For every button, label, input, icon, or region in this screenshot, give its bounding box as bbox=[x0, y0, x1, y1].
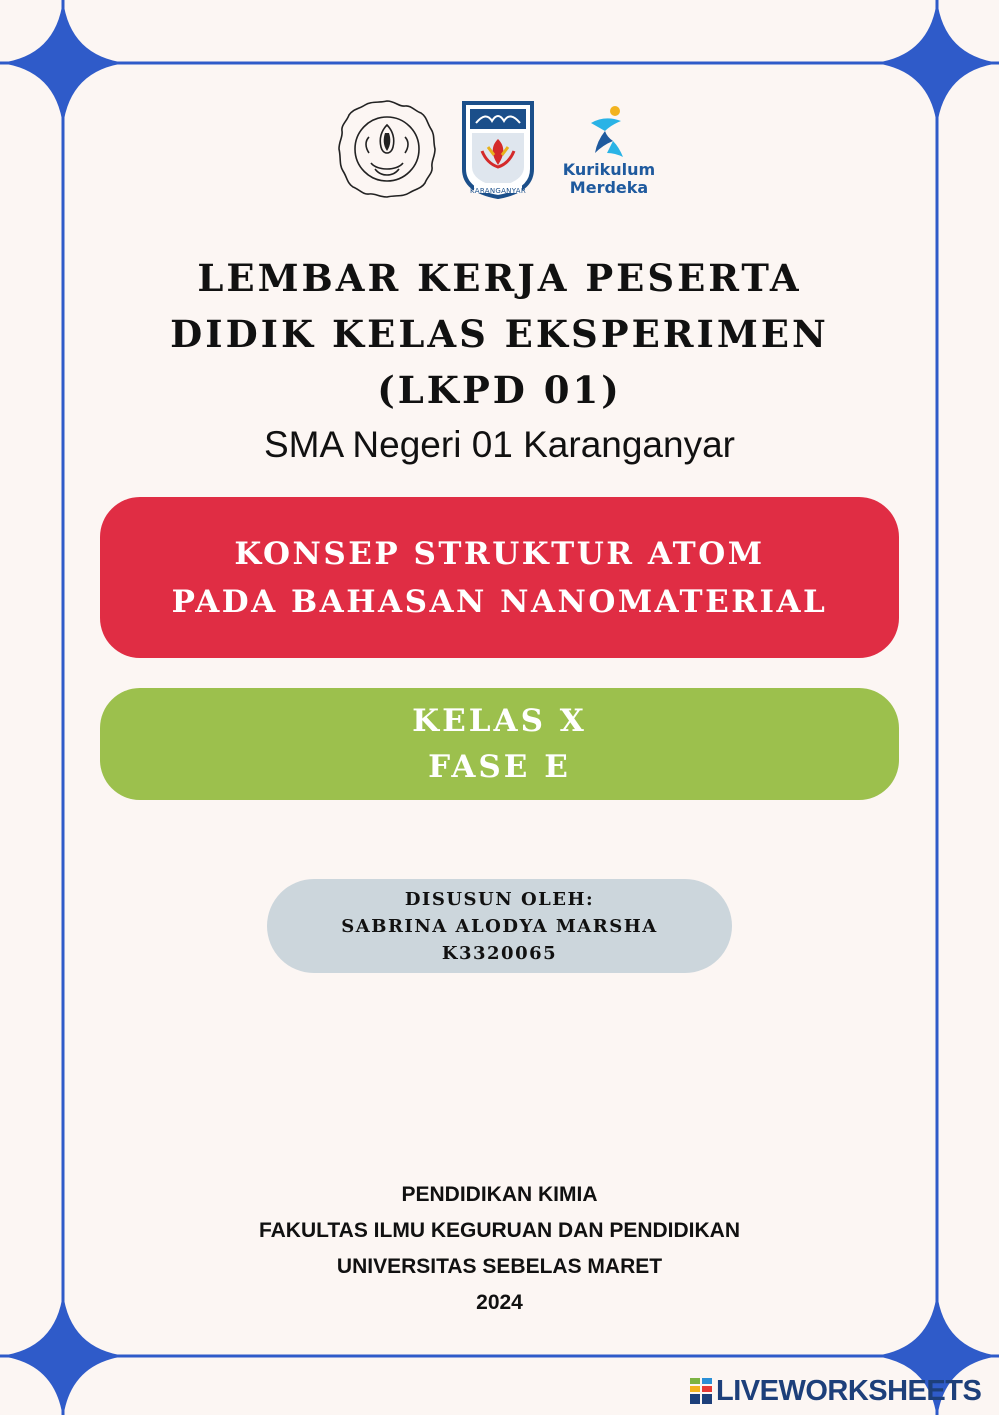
kurikulum-merdeka-logo bbox=[557, 101, 661, 201]
page-title bbox=[0, 250, 999, 418]
footer-department: PENDIDIKAN KIMIA bbox=[401, 1183, 598, 1206]
author-name: SABRINA ALODYA MARSHA bbox=[341, 915, 658, 937]
author-id: K3320065 bbox=[441, 942, 558, 964]
footer-faculty: FAKULTAS ILMU KEGURUAN DAN PENDIDIKAN bbox=[258, 1219, 741, 1242]
sma-badge-caption: KARANGANYAR bbox=[470, 187, 526, 195]
class-banner bbox=[100, 688, 899, 800]
title-line-3: (LKPD 01) bbox=[377, 368, 622, 412]
author-label: DISUSUN OLEH: bbox=[404, 888, 595, 910]
logo-row bbox=[0, 95, 999, 205]
footer-year: 2024 bbox=[476, 1291, 523, 1314]
title-line-1: LEMBAR KERJA PESERTA bbox=[197, 256, 802, 300]
uns-seal-icon bbox=[335, 97, 439, 201]
topic-banner bbox=[100, 497, 899, 658]
liveworksheets-watermark[interactable] bbox=[690, 1371, 990, 1411]
merdeka-text: Merdeka bbox=[569, 178, 649, 197]
topic-line-2: PADA BAHASAN NANOMATERIAL bbox=[171, 583, 828, 620]
institution-footer bbox=[0, 1177, 999, 1321]
topic-line-1: KONSEP STRUKTUR ATOM bbox=[234, 535, 765, 572]
title-line-2: DIDIK KELAS EKSPERIMEN bbox=[170, 312, 829, 356]
sma-karanganyar-badge-icon bbox=[458, 99, 538, 199]
liveworksheets-text: LIVEWORKSHEETS bbox=[716, 1374, 982, 1407]
author-badge bbox=[267, 879, 732, 973]
liveworksheets-logo-icon bbox=[690, 1378, 712, 1404]
footer-university: UNIVERSITAS SEBELAS MARET bbox=[336, 1255, 663, 1278]
kurikulum-figure-icon bbox=[557, 101, 661, 161]
phase-line: FASE E bbox=[428, 749, 571, 785]
class-line: KELAS X bbox=[412, 703, 587, 739]
kurikulum-text: Kurikulum bbox=[562, 160, 656, 179]
school-name: SMA Negeri 01 Karanganyar bbox=[264, 424, 735, 465]
